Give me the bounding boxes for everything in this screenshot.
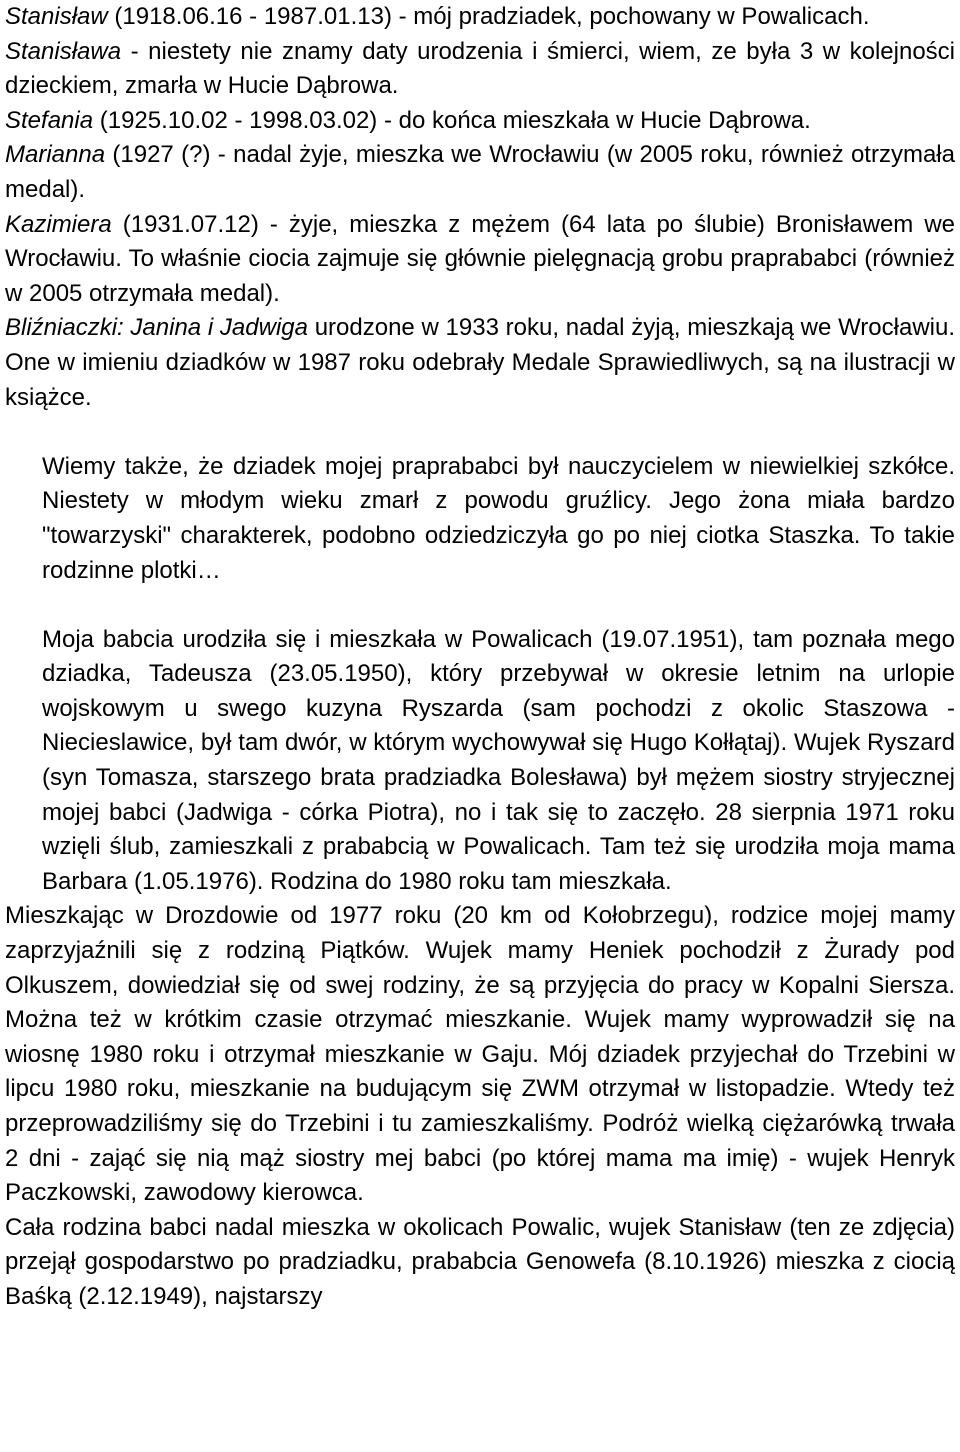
person-name: Bliźniaczki: Janina i Jadwiga — [5, 314, 308, 342]
person-details: (1927 (?) - nadal żyje, mieszka we Wrocławiu (w 2005 roku, również otrzymała medal). — [5, 141, 955, 203]
person-name: Stefania — [5, 106, 94, 134]
family-list — [5, 0, 955, 415]
person-details: (1925.10.02 - 1998.03.02) - do końca mieszkała w Hucie Dąbrowa. — [93, 106, 811, 134]
person-details: - niestety nie znamy daty urodzenia i śmierci, wiem, ze była 3 w kolejności dzieckiem, zmarła w Hucie Dąbrowa. — [5, 37, 955, 100]
person-details: (1931.07.12) - żyje, mieszka z mężem (64 lata po ślubie) Bronisławem we Wrocławiu. To właśnie ciocia zajmuje się głównie pielęgnacją grobu praprababci (również w 2005 otrzymała medal). — [5, 210, 955, 307]
person-name: Kazimiera — [5, 210, 112, 238]
person-details: (1918.06.16 - 1987.01.13) - mój pradziadek, pochowany w Powalicach. — [107, 3, 870, 30]
person-name: Marianna — [5, 141, 106, 169]
person-details: urodzone w 1933 roku, nadal żyją, mieszkają we Wrocławiu. One w imieniu dziadków w 1987 roku odebrały Medale Sprawiedliwych, są na ilustracji w książce. — [5, 314, 955, 411]
paragraph-last: Cała rodzina babci nadal mieszka w okolicach Powalic, wujek Stanisław (ten ze zdjęcia) przejął gospodarstwo po pradziadku, prababcia Genowefa (8.10.1926) mieszka z ciocią Baśką (2.12.1949), najstarszy — [5, 1213, 955, 1310]
person-name: Stanisław — [5, 3, 108, 30]
paragraph-spacer — [5, 588, 955, 623]
paragraph-babcia-1: Moja babcia urodziła się i mieszkała w Powalicach (19.07.1951), tam poznała mego dziadka, Tadeusza (23.05.1950), który przebywał w okresie letnim na urlopie wojskowym u swego kuzyna Ryszarda (sam pochodzi z okolic Staszowa - Niecieslawice, był tam dwór, w którym wychowywał się Hugo Kołłątaj). Wujek Ryszard (syn Tomasza, starszego brata pradziadka Bolesława) był mężem siostry stryjecznej mojej babci (Jadwiga - córka Piotra), no i tak się to zaczęło. 28 sierpnia 1971 roku wzięli ślub, zamieszkali z prababcią w Powalicach. Tam też się urodziła moja mama Barbara (1.05.1976). Rodzina do 1980 roku tam mieszkała. — [42, 625, 955, 895]
paragraph-teacher: Wiemy także, że dziadek mojej praprababci był nauczycielem w niewielkiej szkółce. Niestety w młodym wieku zmarł z powodu gruźlicy. Jego żona miała bardzo "towarzyski" charakterek, podobno odziedziczyła go po niej ciotka Staszka. To takie rodzinne plotki… — [42, 452, 955, 584]
person-name: Stanisława — [5, 37, 122, 65]
paragraph-spacer — [5, 415, 955, 450]
document-page — [5, 0, 955, 1315]
paragraph-babcia-2: Mieszkając w Drozdowie od 1977 roku (20 km od Kołobrzegu), rodzice mojej mamy zaprzyjaźnili się z rodziną Piątków. Wujek mamy Heniek pochodził z Żurady pod Olkuszem, dowiedział się od swej rodziny, że są przyjęcia do pracy w Kopalni Siersza. Można też w krótkim czasie otrzymać mieszkanie. Wujek mamy wyprowadził się na wiosnę 1980 roku i otrzymał mieszkanie w Gaju. Mój dziadek przyjechał do Trzebini w lipcu 1980 roku, mieszkanie na budującym się ZWM otrzymał w listopadzie. Wtedy też przeprowadziliśmy się do Trzebini i tu zamieszkaliśmy. Podróż wielką ciężarówką trwała 2 dni - zająć się nią mąż siostry mej babci (po której mama ma imię) - wujek Henryk Paczkowski, zawodowy kierowca. — [5, 902, 955, 1207]
